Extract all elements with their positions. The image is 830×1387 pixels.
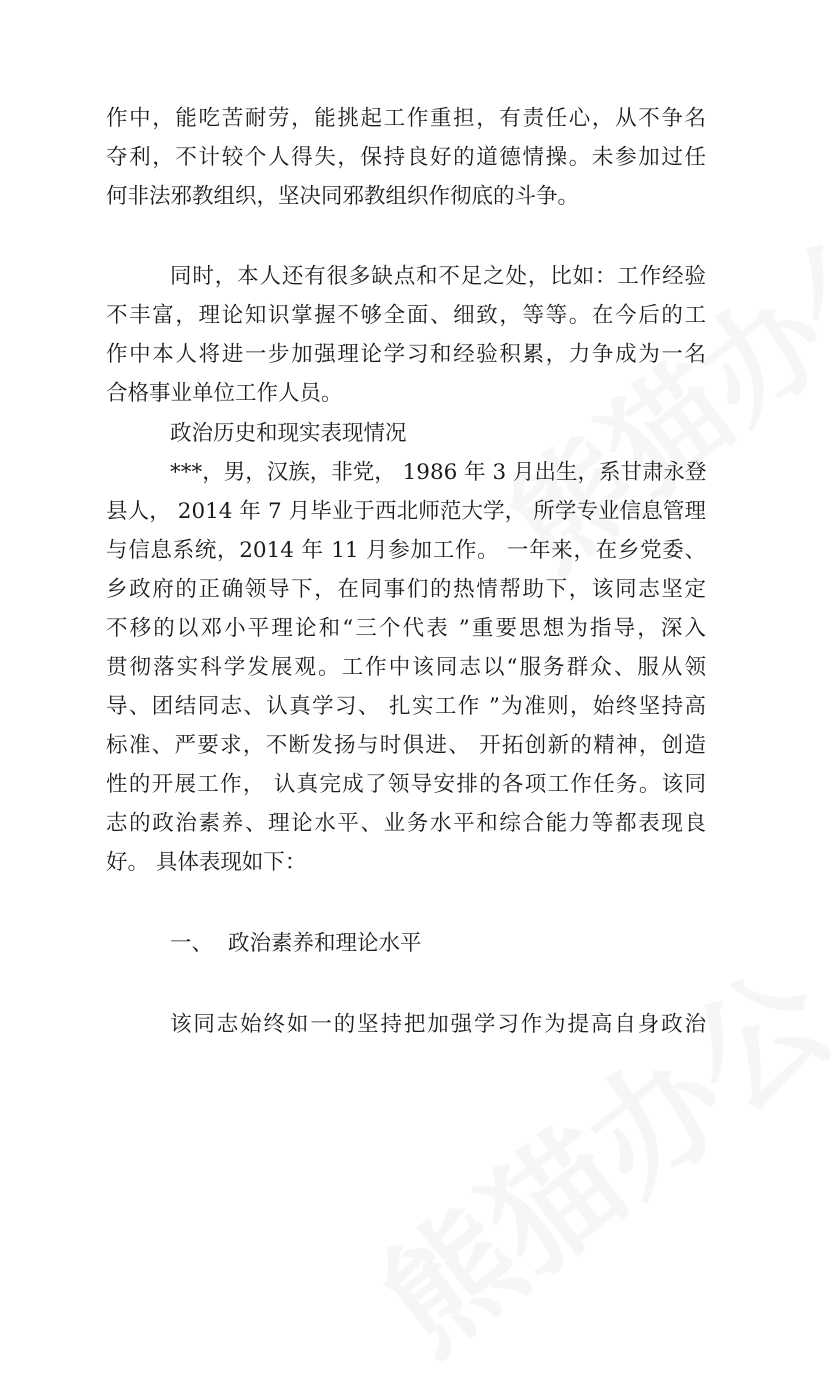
watermark-text (338, 920, 830, 1387)
section-title: 政治历史和现实表现情况 (170, 421, 407, 446)
paragraph-line: 夺利，不计较个人得失，保持良好的道德情操。未参加过任 (106, 145, 706, 170)
paragraph-line: 作中本人将进一步加强理论学习和经验积累，力争成为一名 (106, 342, 706, 367)
paragraph-line: 乡政府的正确领导下，在同事们的热情帮助下，该同志坚定 (106, 577, 706, 602)
paragraph-line: 标准、严要求，不断发扬与时俱进、 开拓创新的精神，创造 (106, 733, 706, 758)
paragraph-line: 性的开展工作， 认真完成了领导安排的各项工作任务。该同 (106, 772, 706, 797)
paragraph-line: ***，男，汉族，非党， 1986 年 3 月出生，系甘肃永登 (170, 460, 707, 485)
paragraph-line: 导、团结同志、认真学习、 扎实工作 ”为准则，始终坚持高 (106, 694, 706, 719)
paragraph-line: 县人， 2014 年 7 月毕业于西北师范大学， 所学专业信息管理 (106, 499, 706, 524)
paragraph-line: 与信息系统，2014 年 11 月参加工作。 一年来，在乡党委、 (106, 538, 706, 563)
paragraph-line: 志的政治素养、理论水平、业务水平和综合能力等都表现良 (106, 811, 706, 836)
paragraph-line: 好。 具体表现如下： (106, 850, 307, 875)
paragraph-line: 作中，能吃苦耐劳，能挑起工作重担，有责任心，从不争名 (106, 106, 706, 131)
paragraph-line: 何非法邪教组织，坚决同邪教组织作彻底的斗争。 (106, 184, 580, 209)
paragraph-line: 该同志始终如一的坚持把加强学习作为提高自身政治 (170, 1012, 706, 1037)
section-heading: 政治素养和理论水平 (228, 931, 422, 956)
paragraph-line: 同时，本人还有很多缺点和不足之处，比如：工作经验 (170, 264, 706, 289)
paragraph-line: 不丰富，理论知识掌握不够全面、细致，等等。在今后的工 (106, 303, 706, 328)
paragraph-line: 不移的以邓小平理论和“三个代表 ”重要思想为指导，深入 (106, 616, 706, 641)
paragraph-line: 合格事业单位工作人员。 (106, 381, 343, 406)
paragraph-line: 贯彻落实科学发展观。工作中该同志以“服务群众、服从领 (106, 655, 706, 680)
section-number: 一、 (170, 931, 214, 956)
